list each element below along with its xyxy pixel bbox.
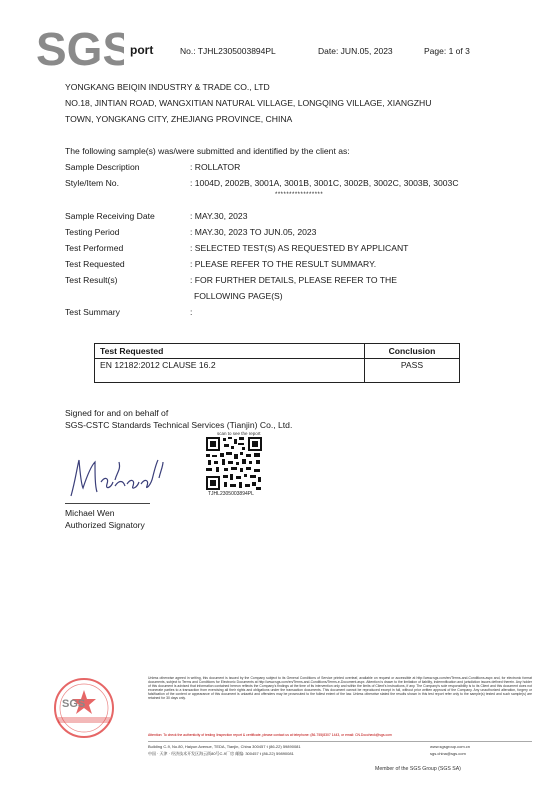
sgs-footer-logo-text: SGS	[62, 698, 86, 709]
qr-caption: scan to see the report	[217, 431, 261, 436]
client-address-2: TOWN, YONGKANG CITY, ZHEJIANG PROVINCE, CHINA	[65, 114, 293, 124]
signatory-name: Michael Wen	[65, 508, 115, 518]
field-value: :	[190, 307, 193, 317]
client-address-1: NO.18, JINTIAN ROAD, WANGXITIAN NATURAL VILLAGE, LONGQING VILLAGE, XIANGZHU	[65, 98, 432, 108]
column-header-test-requested: Test Requested	[95, 344, 365, 359]
table-row	[95, 359, 460, 383]
footer-website-link[interactable]: www.sgsgroup.com.cn	[430, 744, 471, 749]
cell-conclusion: PASS	[365, 359, 460, 383]
field-value: : ROLLATOR	[190, 162, 241, 172]
sgs-logo	[36, 22, 124, 72]
footer-address-en: Building C-9, No.80, Haiyun Avenue, TEDA, Tianjin, China 300457 t (86-22) 59890081	[148, 744, 301, 749]
field-label: Testing Period	[65, 227, 120, 237]
field-label: Test Summary	[65, 307, 120, 317]
field-value: : 1004D, 2002B, 3001A, 3001B, 3001C, 3002B, 3002C, 3003B, 3003C	[190, 178, 459, 188]
sgs-logo-text: SGS	[36, 23, 124, 72]
report-date: Date: JUN.05, 2023	[318, 46, 393, 56]
field-value: : SELECTED TEST(S) AS REQUESTED BY APPLICANT	[190, 243, 409, 253]
field-value: : MAY.30, 2023	[190, 211, 248, 221]
field-value-continued: FOLLOWING PAGE(S)	[194, 291, 283, 301]
field-value: : FOR FURTHER DETAILS, PLEASE REFER TO THE	[190, 275, 397, 285]
intro-text: The following sample(s) was/were submitted and identified by the client as:	[65, 146, 350, 156]
test-summary-table	[94, 343, 460, 383]
company-name: SGS-CSTC Standards Technical Services (Tianjin) Co., Ltd.	[65, 420, 293, 430]
separator-stars: *****************	[275, 192, 324, 198]
footer-attention: Attention: To check the authenticity of testing /inspection report & certificate, please contact us at telephone: (86-755)8307 1443, or email: CN.Doccheck@sgs.com	[148, 733, 392, 737]
page-number: Page: 1 of 3	[424, 46, 470, 56]
footer-divider	[148, 741, 532, 742]
footer-address-cn: 中国 · 天津 · 经济技术开发区海云街80号C-9厂房 邮编: 300457 t (86-22) 59890081	[148, 751, 294, 756]
report-number: No.: TJHL2305003894PL	[180, 46, 276, 56]
field-value: : MAY.30, 2023 TO JUN.05, 2023	[190, 227, 317, 237]
qr-code-number: TJHL2305003894PL	[208, 491, 254, 497]
field-label: Sample Description	[65, 162, 140, 172]
field-label: Style/Item No.	[65, 178, 119, 188]
cell-test-requested: EN 12182:2012 CLAUSE 16.2	[95, 359, 365, 383]
column-header-conclusion: Conclusion	[365, 344, 460, 359]
field-label: Test Requested	[65, 259, 125, 269]
signature-line	[65, 503, 150, 504]
footer-email-link[interactable]: sgs.china@sgs.com	[430, 751, 466, 756]
signed-on-behalf-text: Signed for and on behalf of	[65, 408, 169, 418]
field-label: Sample Receiving Date	[65, 211, 155, 221]
footer-member-text: Member of the SGS Group (SGS SA)	[375, 766, 461, 772]
field-label: Test Result(s)	[65, 275, 118, 285]
footer-disclaimer: Unless otherwise agreed in writing, this document is issued by the Company subject to its General Conditions of Service printed overleaf, available on request or accessible at http://www.sgs.com/en/Terms-and-Conditions.aspx and, for electronic format documents, subject to Terms and Conditions for Electronic Documents at http://www.sgs.com/en/Terms-and-Conditions/Terms-e-Document.aspx. Attention is drawn to the limitation of liability, indemnification and jurisdiction issues defined therein. Any holder of this document is advised that information contained hereon reflects the Company's findings at the time of its intervention only and within the limits of Client's instructions, if any. The Company's sole responsibility is to its Client and this document does not exonerate parties to a transaction from exercising all their rights and obligations under the transaction documents. This document cannot be reproduced except in full, without prior written approval of the Company. Any unauthorized alteration, forgery or falsification of the content or appearance of this document is unlawful and offenders may be prosecuted to the fullest extent of the law. Unless otherwise stated the results shown in this test report refer only to the sample(s) tested and such sample(s) are retained for 30 days only.	[148, 676, 532, 701]
client-name: YONGKANG BEIQIN INDUSTRY & TRADE CO., LTD	[65, 82, 270, 92]
report-word: port	[130, 43, 154, 57]
handwritten-signature	[65, 452, 165, 502]
sgs-footer-logo	[62, 697, 142, 710]
qr-code-icon[interactable]	[206, 437, 262, 490]
field-value: : PLEASE REFER TO THE RESULT SUMMARY.	[190, 259, 377, 269]
table-header-row	[95, 344, 460, 359]
signatory-title: Authorized Signatory	[65, 520, 145, 530]
field-label: Test Performed	[65, 243, 124, 253]
